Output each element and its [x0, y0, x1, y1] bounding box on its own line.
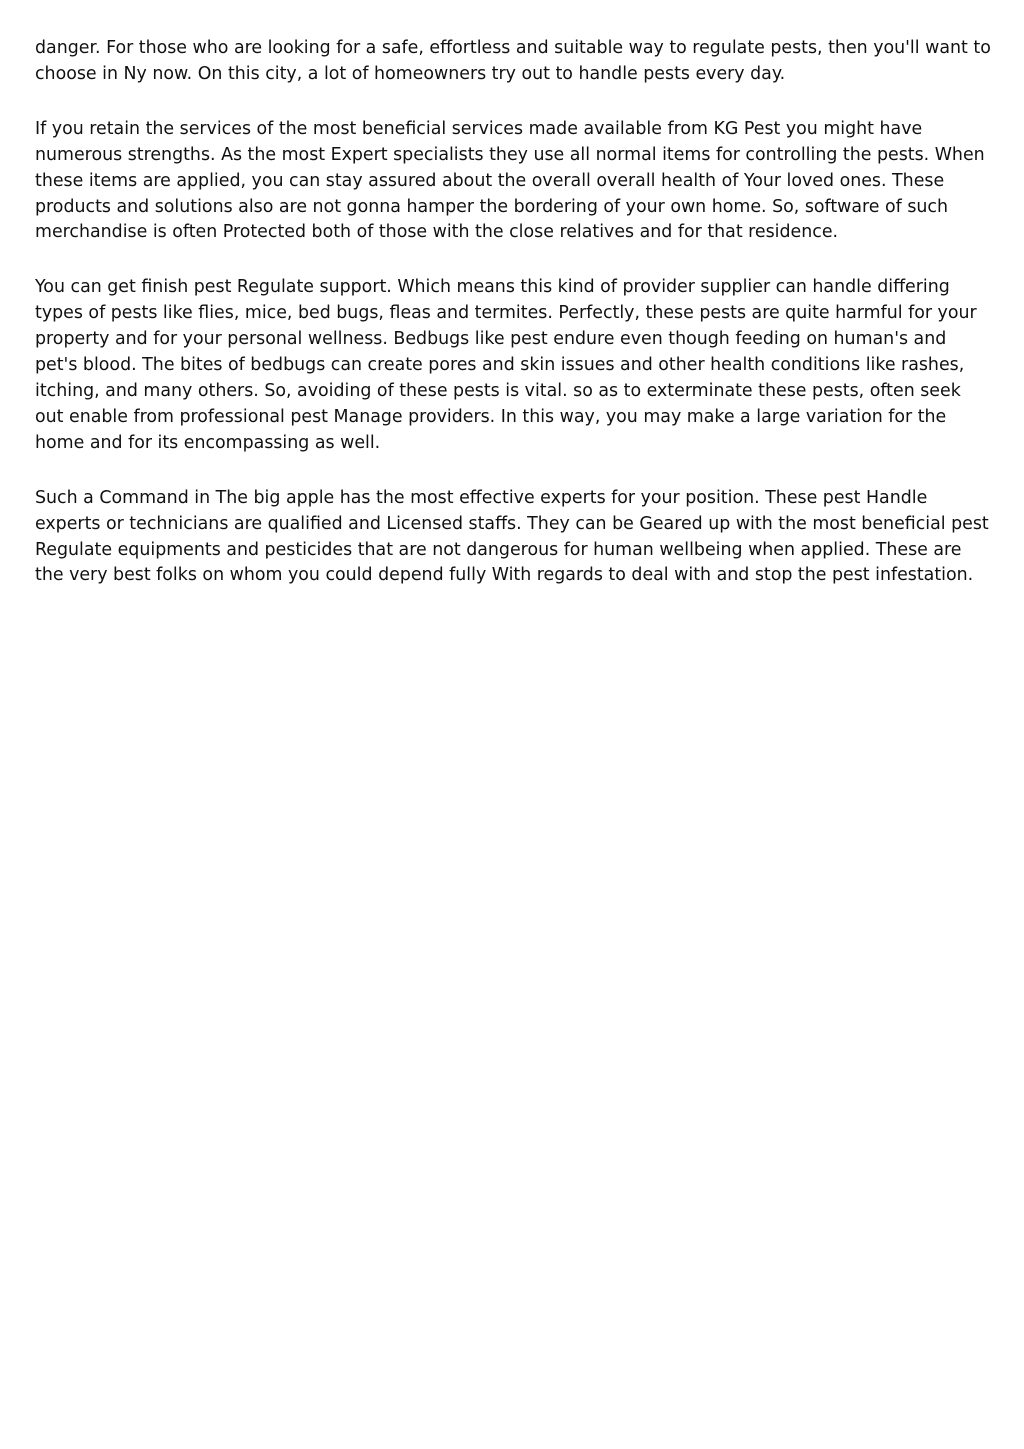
paragraph-2: If you retain the services of the most beneficial services made available from KG Pest you might have numerous strengths. As the most Expert specialists they use all normal items for controlling the pests. When these items are applied, you can stay assured about the overall overall health of Your loved ones. These products and solutions also are not gonna hamper the bordering of your own home. So, software of such merchandise is often Protected both of those with the close relatives and for that residence.: [35, 118, 985, 243]
paragraph-1: danger. For those who are looking for a safe, effortless and suitable way to regulate pests, then you'll want to choose in Ny now. On this city, a lot of homeowners try out to handle pests every day.: [35, 38, 991, 84]
paragraph-4: Such a Command in The big apple has the most effective experts for your position. These pest Handle experts or technicians are qualified and Licensed staffs. They can be Geared up with the most beneficial pest Regulate equipments and pesticides that are not dangerous for human wellbeing when applied. These are the very best folks on whom you could depend fully With regards to deal with and stop the pest infestation.: [35, 487, 989, 586]
document-body: [35, 36, 993, 618]
paragraph-3: You can get finish pest Regulate support. Which means this kind of provider supplier can handle differing types of pests like flies, mice, bed bugs, fleas and termites. Perfectly, these pests are quite harmful for your property and for your personal wellness. Bedbugs like pest endure even though feeding on human's and pet's blood. The bites of bedbugs can create pores and skin issues and other health conditions like rashes, itching, and many others. So, avoiding of these pests is vital. so as to exterminate these pests, often seek out enable from professional pest Manage providers. In this way, you may make a large variation for the home and for its encompassing as well.: [35, 277, 977, 453]
